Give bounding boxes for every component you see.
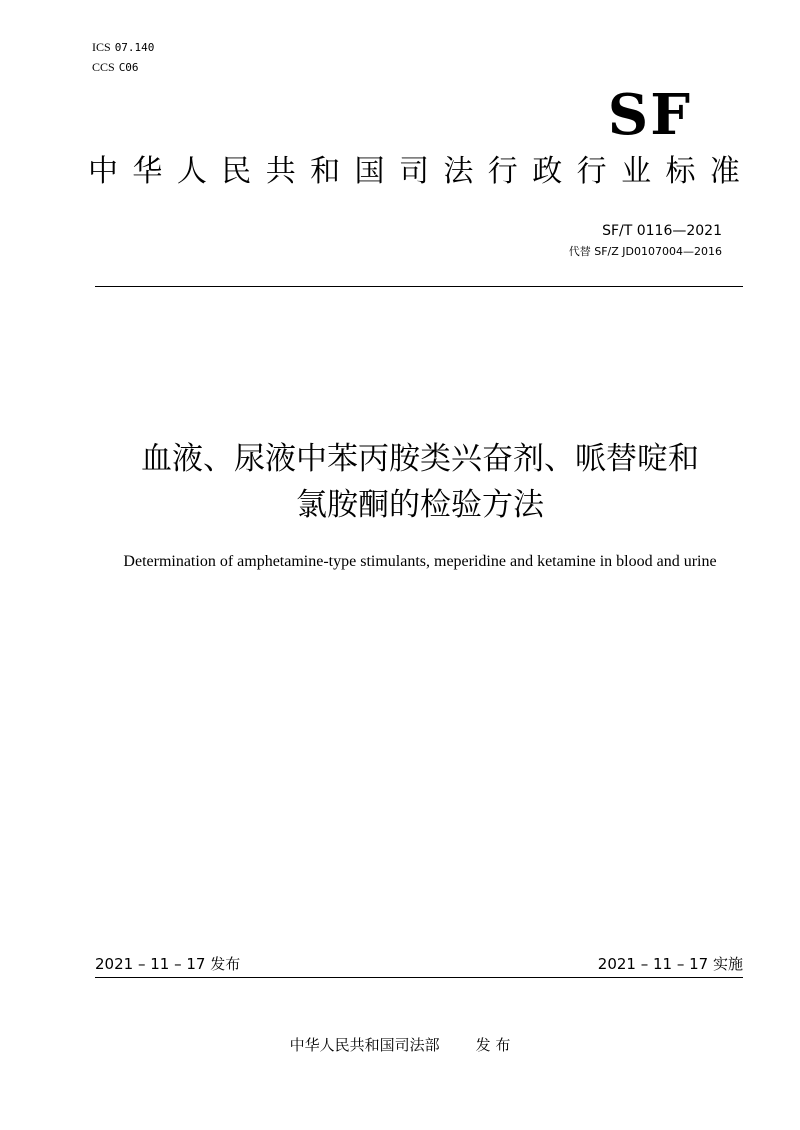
issuer-name: 中华人民共和国司法部 <box>289 1036 440 1054</box>
standard-title-char: 共 <box>265 154 296 189</box>
ics-label: ICS <box>92 40 111 54</box>
standard-title-char: 法 <box>443 154 474 189</box>
standard-title-char: 国 <box>354 154 385 189</box>
standard-title-char: 中 <box>88 154 118 189</box>
standard-title-char: 行 <box>576 154 607 189</box>
standard-title-char: 行 <box>487 154 518 189</box>
header-divider <box>95 286 743 287</box>
document-title-zh <box>60 436 780 528</box>
issue-date: 2021 – 11 – 17 发布 <box>95 955 241 973</box>
issuer-action: 发 布 <box>475 1036 511 1054</box>
document-title-en: Determination of amphetamine-type stimulants, meperidine and ketamine in blood and urine <box>123 553 717 570</box>
sf-logo: SF <box>607 82 692 148</box>
standard-title-char: 和 <box>310 154 341 189</box>
implementation-date: 2021 – 11 – 17 实施 <box>597 955 743 973</box>
standard-number: SF/T 0116—2021 <box>602 223 722 239</box>
standard-title-char: 业 <box>621 154 652 189</box>
ccs-value: C06 <box>118 61 139 74</box>
standard-title-char: 华 <box>132 154 163 189</box>
document-title-zh-line2: 氯胺酮的检验方法 <box>296 487 544 523</box>
replaces-standard: 代替 SF/Z JD0107004—2016 <box>568 245 722 258</box>
ccs-code <box>92 60 139 75</box>
standard-title-char: 政 <box>532 154 563 189</box>
standard-title-char: 司 <box>398 154 429 189</box>
standard-title-char: 民 <box>221 154 252 189</box>
ccs-label: CCS <box>92 60 115 74</box>
standard-title-char: 准 <box>709 154 740 189</box>
footer-divider <box>95 977 743 978</box>
ics-code <box>92 40 154 55</box>
standard-title-char: 标 <box>665 154 696 189</box>
document-title-zh-line1: 血液、尿液中苯丙胺类兴奋剂、哌替啶和 <box>141 441 699 477</box>
ics-value: 07.140 <box>114 41 155 54</box>
standard-title <box>88 152 740 192</box>
standard-title-char: 人 <box>176 154 207 189</box>
issuer-line <box>0 1035 800 1055</box>
